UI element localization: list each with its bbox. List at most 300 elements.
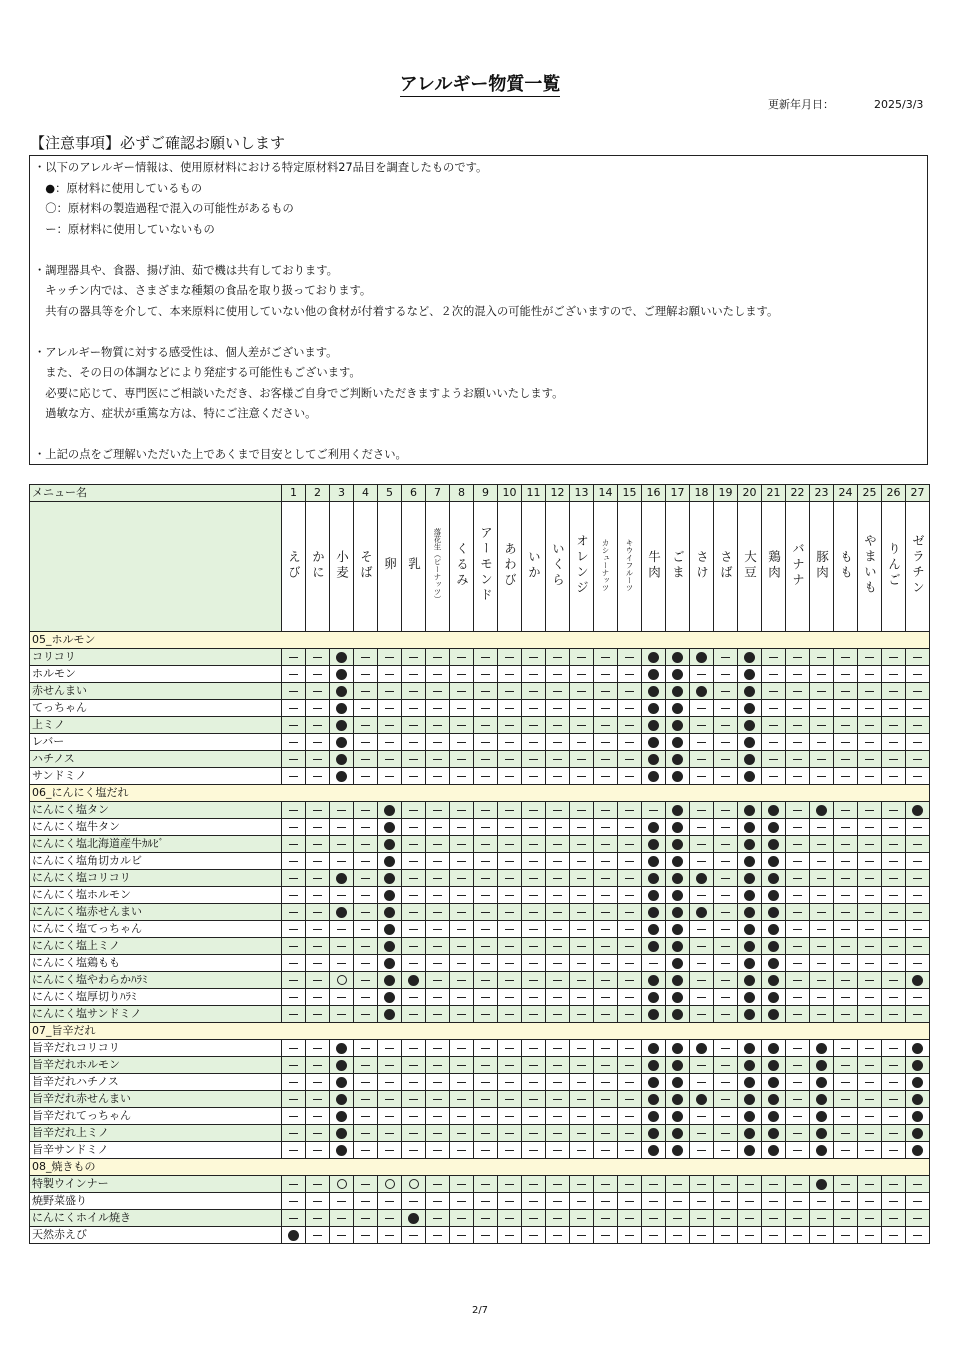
allergen-mark-cell <box>354 1006 378 1023</box>
allergen-name: さば <box>718 549 734 581</box>
allergen-mark-cell <box>354 700 378 717</box>
allergen-mark-cell <box>570 819 594 836</box>
not-used-mark <box>769 657 778 658</box>
allergen-mark-cell <box>522 1125 546 1142</box>
not-used-mark <box>769 776 778 777</box>
not-used-mark <box>505 946 514 947</box>
not-used-mark <box>529 691 538 692</box>
allergen-mark-cell <box>282 938 306 955</box>
allergen-mark-cell <box>546 1142 570 1159</box>
allergen-mark-cell <box>666 921 690 938</box>
not-used-mark <box>577 776 586 777</box>
not-used-mark <box>793 997 802 998</box>
contains-mark <box>336 907 347 918</box>
not-used-mark <box>889 1133 898 1134</box>
allergen-mark-cell <box>690 802 714 819</box>
allergen-mark-cell <box>450 887 474 904</box>
not-used-mark <box>841 912 850 913</box>
allergen-mark-cell <box>330 649 354 666</box>
allergen-mark-cell <box>690 921 714 938</box>
allergen-mark-cell <box>714 666 738 683</box>
allergen-mark-cell <box>498 1057 522 1074</box>
allergen-mark-cell <box>906 938 930 955</box>
not-used-mark <box>313 742 322 743</box>
allergen-mark-cell <box>762 938 786 955</box>
allergen-mark-cell <box>498 768 522 785</box>
allergen-mark-cell <box>594 700 618 717</box>
not-used-mark <box>481 895 490 896</box>
menu-item-name: にんにく塩赤せんまい <box>30 904 282 921</box>
allergen-mark-cell <box>666 819 690 836</box>
allergen-mark-cell <box>738 1108 762 1125</box>
contains-mark <box>384 975 395 986</box>
allergen-mark-cell <box>906 921 930 938</box>
not-used-mark <box>385 1048 394 1049</box>
not-used-mark <box>553 1116 562 1117</box>
allergen-mark-cell <box>474 1091 498 1108</box>
not-used-mark <box>553 1150 562 1151</box>
allergen-mark-cell <box>642 1108 666 1125</box>
not-used-mark <box>913 1201 922 1202</box>
allergen-number: 3 <box>330 485 354 502</box>
not-used-mark <box>865 1014 874 1015</box>
not-used-mark <box>337 895 346 896</box>
allergen-mark-cell <box>618 836 642 853</box>
allergen-mark-cell <box>522 836 546 853</box>
allergen-mark-cell <box>834 1074 858 1091</box>
allergen-mark-cell <box>498 649 522 666</box>
allergen-mark-cell <box>282 1108 306 1125</box>
allergen-mark-cell <box>738 700 762 717</box>
not-used-mark <box>577 997 586 998</box>
allergen-mark-cell <box>378 836 402 853</box>
allergen-mark-cell <box>906 1210 930 1227</box>
allergen-mark-cell <box>594 802 618 819</box>
not-used-mark <box>697 980 706 981</box>
allergen-mark-cell <box>282 717 306 734</box>
not-used-mark <box>481 1082 490 1083</box>
allergen-mark-cell <box>786 751 810 768</box>
not-used-mark <box>601 929 610 930</box>
not-used-mark <box>577 844 586 845</box>
not-used-mark <box>889 963 898 964</box>
allergen-mark-cell <box>546 751 570 768</box>
not-used-mark <box>553 725 562 726</box>
allergen-mark-cell <box>618 734 642 751</box>
menu-item-name: にんにく塩角切カルビ <box>30 853 282 870</box>
not-used-mark <box>481 1201 490 1202</box>
allergen-mark-cell <box>450 938 474 955</box>
not-used-mark <box>529 861 538 862</box>
allergen-mark-cell <box>474 1057 498 1074</box>
not-used-mark <box>841 1201 850 1202</box>
not-used-mark <box>553 759 562 760</box>
allergen-name-cell <box>354 502 378 632</box>
not-used-mark <box>913 776 922 777</box>
allergen-mark-cell <box>666 853 690 870</box>
not-used-mark <box>793 1218 802 1219</box>
allergen-number: 10 <box>498 485 522 502</box>
allergen-mark-cell <box>834 734 858 751</box>
not-used-mark <box>841 878 850 879</box>
not-used-mark <box>817 691 826 692</box>
allergen-mark-cell <box>402 649 426 666</box>
category-name: 05_ホルモン <box>30 632 930 649</box>
allergen-mark-cell <box>330 1091 354 1108</box>
allergen-mark-cell <box>498 1074 522 1091</box>
allergen-mark-cell <box>570 870 594 887</box>
note-line: ●：原材料に使用しているもの <box>34 181 203 195</box>
allergen-mark-cell <box>282 1125 306 1142</box>
allergen-mark-cell <box>570 1057 594 1074</box>
allergen-mark-cell <box>738 1057 762 1074</box>
not-used-mark <box>697 895 706 896</box>
allergen-mark-cell <box>450 1210 474 1227</box>
allergen-mark-cell <box>306 887 330 904</box>
contains-mark <box>912 1128 923 1139</box>
allergen-mark-cell <box>570 700 594 717</box>
allergen-mark-cell <box>882 1176 906 1193</box>
allergen-mark-cell <box>570 938 594 955</box>
not-used-mark <box>409 1065 418 1066</box>
contains-mark <box>336 669 347 680</box>
allergen-mark-cell <box>546 1040 570 1057</box>
allergen-mark-cell <box>786 1057 810 1074</box>
not-used-mark <box>457 980 466 981</box>
not-used-mark <box>793 963 802 964</box>
allergen-mark-cell <box>786 1227 810 1244</box>
not-used-mark <box>553 1099 562 1100</box>
allergen-mark-cell <box>594 1193 618 1210</box>
contains-mark <box>672 1077 683 1088</box>
allergen-mark-cell <box>546 1108 570 1125</box>
contains-mark <box>672 924 683 935</box>
allergen-mark-cell <box>882 717 906 734</box>
allergen-mark-cell <box>762 1057 786 1074</box>
allergen-mark-cell <box>786 768 810 785</box>
contains-mark <box>744 1145 755 1156</box>
allergen-mark-cell <box>858 921 882 938</box>
allergen-mark-cell <box>834 649 858 666</box>
contains-mark <box>336 1094 347 1105</box>
allergen-mark-cell <box>354 1108 378 1125</box>
allergen-mark-cell <box>426 768 450 785</box>
allergen-mark-cell <box>786 1040 810 1057</box>
allergen-mark-cell <box>282 1142 306 1159</box>
not-used-mark <box>313 946 322 947</box>
not-used-mark <box>601 895 610 896</box>
allergen-mark-cell <box>546 1125 570 1142</box>
not-used-mark <box>577 691 586 692</box>
allergen-mark-cell <box>378 1040 402 1057</box>
not-used-mark <box>553 946 562 947</box>
allergen-mark-cell <box>426 1006 450 1023</box>
not-used-mark <box>433 1048 442 1049</box>
allergen-mark-cell <box>378 938 402 955</box>
allergen-mark-cell <box>882 1125 906 1142</box>
allergen-mark-cell <box>522 717 546 734</box>
not-used-mark <box>361 997 370 998</box>
menu-item-name: レバー <box>30 734 282 751</box>
allergen-mark-cell <box>882 921 906 938</box>
not-used-mark <box>697 674 706 675</box>
not-used-mark <box>433 759 442 760</box>
contains-mark <box>648 839 659 850</box>
not-used-mark <box>913 1218 922 1219</box>
allergen-mark-cell <box>354 1142 378 1159</box>
allergen-mark-cell <box>378 819 402 836</box>
table-row <box>30 1074 930 1091</box>
allergen-mark-cell <box>738 1091 762 1108</box>
contains-mark <box>648 1043 659 1054</box>
not-used-mark <box>913 997 922 998</box>
not-used-mark <box>505 1116 514 1117</box>
contains-mark <box>672 873 683 884</box>
not-used-mark <box>793 1133 802 1134</box>
contains-mark <box>744 958 755 969</box>
allergen-mark-cell <box>426 717 450 734</box>
allergen-mark-cell <box>450 802 474 819</box>
allergen-mark-cell <box>762 1227 786 1244</box>
not-used-mark <box>505 861 514 862</box>
not-used-mark <box>889 1201 898 1202</box>
not-used-mark <box>361 878 370 879</box>
allergen-mark-cell <box>594 1091 618 1108</box>
contains-mark <box>648 686 659 697</box>
contains-mark <box>672 1111 683 1122</box>
allergen-mark-cell <box>474 1227 498 1244</box>
allergen-mark-cell <box>834 683 858 700</box>
allergen-mark-cell <box>786 1091 810 1108</box>
allergen-mark-cell <box>354 887 378 904</box>
contains-mark <box>672 1145 683 1156</box>
contains-mark <box>672 822 683 833</box>
not-used-mark <box>409 895 418 896</box>
table-row <box>30 870 930 887</box>
not-used-mark <box>913 691 922 692</box>
allergen-mark-cell <box>450 870 474 887</box>
allergen-mark-cell <box>522 1176 546 1193</box>
allergen-mark-cell <box>450 734 474 751</box>
possible-contamination-mark <box>385 1179 395 1189</box>
allergen-mark-cell <box>402 972 426 989</box>
allergen-mark-cell <box>906 1057 930 1074</box>
allergen-mark-cell <box>546 1227 570 1244</box>
not-used-mark <box>721 1201 730 1202</box>
not-used-mark <box>625 1014 634 1015</box>
allergen-mark-cell <box>906 989 930 1006</box>
allergen-mark-cell <box>570 1142 594 1159</box>
allergen-mark-cell <box>882 853 906 870</box>
not-used-mark <box>841 1235 850 1236</box>
not-used-mark <box>433 1218 442 1219</box>
allergen-mark-cell <box>714 938 738 955</box>
allergen-mark-cell <box>402 921 426 938</box>
allergen-mark-cell <box>498 666 522 683</box>
not-used-mark <box>505 1014 514 1015</box>
not-used-mark <box>865 929 874 930</box>
not-used-mark <box>385 1201 394 1202</box>
allergen-mark-cell <box>282 1193 306 1210</box>
allergen-mark-cell <box>762 836 786 853</box>
allergen-mark-cell <box>858 1006 882 1023</box>
not-used-mark <box>529 878 538 879</box>
allergen-mark-cell <box>378 1125 402 1142</box>
allergen-mark-cell <box>282 870 306 887</box>
not-used-mark <box>481 878 490 879</box>
allergen-mark-cell <box>546 649 570 666</box>
table-row <box>30 802 930 819</box>
allergen-mark-cell <box>858 717 882 734</box>
allergen-mark-cell <box>426 921 450 938</box>
possible-contamination-mark <box>337 975 347 985</box>
not-used-mark <box>361 1201 370 1202</box>
allergen-mark-cell <box>450 1091 474 1108</box>
table-row <box>30 938 930 955</box>
allergen-mark-cell <box>690 955 714 972</box>
note-line: 共有の器具等を介して、本来原料に使用していない他の食材が付着するなど、２次的混入の可能性がございますので、ご理解お願いいたします。 <box>34 304 779 318</box>
allergen-mark-cell <box>354 955 378 972</box>
contains-mark <box>672 703 683 714</box>
allergen-name: アーモンド <box>478 526 494 604</box>
not-used-mark <box>889 1099 898 1100</box>
not-used-mark <box>793 827 802 828</box>
allergen-mark-cell <box>354 1125 378 1142</box>
allergen-mark-cell <box>738 683 762 700</box>
allergen-mark-cell <box>858 1176 882 1193</box>
not-used-mark <box>481 912 490 913</box>
not-used-mark <box>865 691 874 692</box>
not-used-mark <box>289 1218 298 1219</box>
allergen-mark-cell <box>546 870 570 887</box>
not-used-mark <box>337 827 346 828</box>
allergen-mark-cell <box>330 768 354 785</box>
allergen-mark-cell <box>498 1210 522 1227</box>
not-used-mark <box>913 1014 922 1015</box>
allergen-mark-cell <box>834 819 858 836</box>
allergen-name-cell <box>906 502 930 632</box>
allergen-mark-cell <box>306 921 330 938</box>
allergen-mark-cell <box>690 836 714 853</box>
not-used-mark <box>457 1048 466 1049</box>
contains-mark <box>816 1145 827 1156</box>
not-used-mark <box>625 997 634 998</box>
table-row <box>30 1040 930 1057</box>
not-used-mark <box>289 1184 298 1185</box>
not-used-mark <box>433 1116 442 1117</box>
allergen-mark-cell <box>498 1176 522 1193</box>
allergen-mark-cell <box>450 1006 474 1023</box>
allergen-mark-cell <box>786 836 810 853</box>
allergen-mark-cell <box>474 1040 498 1057</box>
allergen-mark-cell <box>642 700 666 717</box>
allergen-mark-cell <box>882 649 906 666</box>
not-used-mark <box>481 861 490 862</box>
allergen-name-cell <box>546 502 570 632</box>
allergen-number: 17 <box>666 485 690 502</box>
allergen-mark-cell <box>618 1006 642 1023</box>
not-used-mark <box>577 1201 586 1202</box>
not-used-mark <box>433 810 442 811</box>
allergen-number: 19 <box>714 485 738 502</box>
contains-mark <box>768 1077 779 1088</box>
contains-mark <box>672 720 683 731</box>
not-used-mark <box>289 1082 298 1083</box>
allergen-mark-cell <box>666 802 690 819</box>
allergen-mark-cell <box>906 836 930 853</box>
not-used-mark <box>481 810 490 811</box>
allergen-mark-cell <box>306 836 330 853</box>
allergen-mark-cell <box>738 751 762 768</box>
menu-item-name: にんにく塩厚切りﾊﾗﾐ <box>30 989 282 1006</box>
allergen-mark-cell <box>618 768 642 785</box>
allergen-mark-cell <box>354 938 378 955</box>
contains-mark <box>648 652 659 663</box>
not-used-mark <box>529 1065 538 1066</box>
allergen-number: 1 <box>282 485 306 502</box>
allergen-mark-cell <box>906 1040 930 1057</box>
allergen-mark-cell <box>498 1040 522 1057</box>
allergen-mark-cell <box>546 717 570 734</box>
not-used-mark <box>889 1048 898 1049</box>
not-used-mark <box>457 929 466 930</box>
not-used-mark <box>289 1014 298 1015</box>
contains-mark <box>648 822 659 833</box>
not-used-mark <box>841 725 850 726</box>
contains-mark <box>648 924 659 935</box>
not-used-mark <box>433 861 442 862</box>
not-used-mark <box>625 861 634 862</box>
not-used-mark <box>577 1235 586 1236</box>
not-used-mark <box>409 759 418 760</box>
not-used-mark <box>913 844 922 845</box>
not-used-mark <box>577 1218 586 1219</box>
allergen-mark-cell <box>834 921 858 938</box>
not-used-mark <box>313 776 322 777</box>
allergen-mark-cell <box>522 1193 546 1210</box>
allergen-name: 小麦 <box>334 549 350 581</box>
not-used-mark <box>409 1048 418 1049</box>
not-used-mark <box>841 1184 850 1185</box>
not-used-mark <box>529 912 538 913</box>
allergen-mark-cell <box>618 921 642 938</box>
allergen-mark-cell <box>738 904 762 921</box>
allergen-mark-cell <box>546 836 570 853</box>
not-used-mark <box>793 929 802 930</box>
not-used-mark <box>313 657 322 658</box>
allergen-mark-cell <box>786 989 810 1006</box>
not-used-mark <box>457 1065 466 1066</box>
not-used-mark <box>409 997 418 998</box>
not-used-mark <box>577 1184 586 1185</box>
allergen-mark-cell <box>498 1091 522 1108</box>
allergen-mark-cell <box>330 1040 354 1057</box>
allergen-mark-cell <box>906 955 930 972</box>
contains-mark <box>648 720 659 731</box>
allergen-name: 大豆 <box>742 549 758 581</box>
not-used-mark <box>529 929 538 930</box>
note-line: ・上記の点をご理解いただいた上であくまで目安としてご利用ください。 <box>34 448 407 461</box>
not-used-mark <box>457 861 466 862</box>
not-used-mark <box>577 946 586 947</box>
allergen-mark-cell <box>306 700 330 717</box>
allergen-mark-cell <box>282 853 306 870</box>
contains-mark <box>816 1077 827 1088</box>
allergen-mark-cell <box>810 1108 834 1125</box>
not-used-mark <box>913 861 922 862</box>
allergen-mark-cell <box>426 1193 450 1210</box>
allergen-mark-cell <box>354 1040 378 1057</box>
